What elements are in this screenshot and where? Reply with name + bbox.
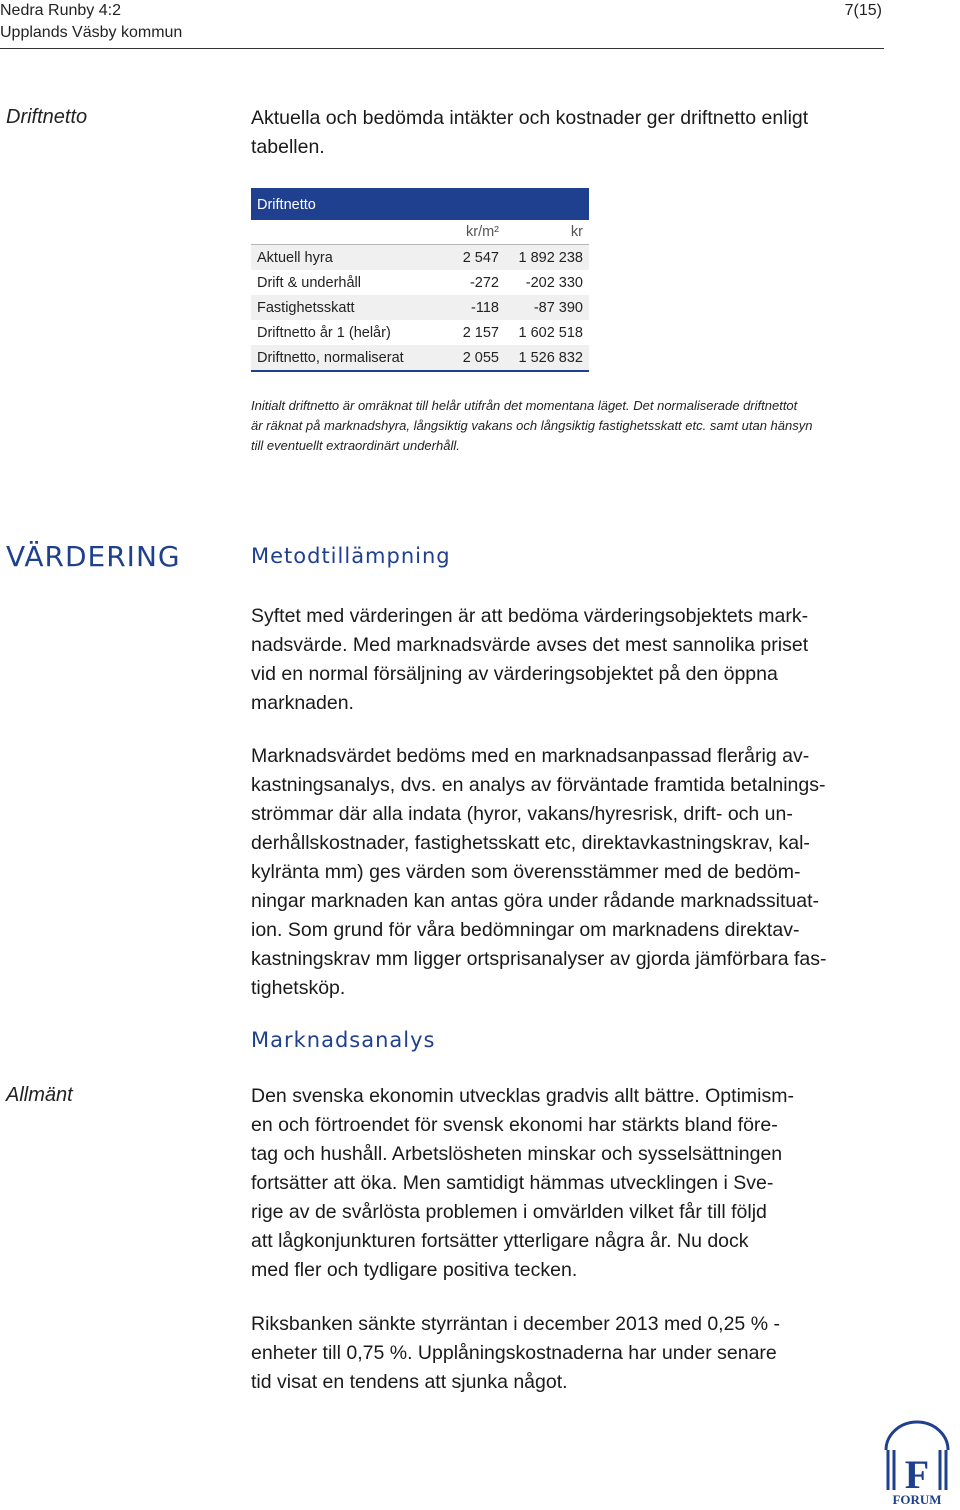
heading-metodtillampning: Metodtillämpning <box>251 544 451 568</box>
header-divider <box>0 48 884 49</box>
row-value-kr: 1 892 238 <box>505 245 589 271</box>
row-label: Driftnetto, normaliserat <box>251 345 437 371</box>
section-title-vardering: VÄRDERING <box>6 540 181 573</box>
text-line: kastningskrav mm ligger ortsprisanalyser av gjorda jämförbara fas- <box>251 948 827 970</box>
text-line: strömmar där alla indata (hyror, vakans/hyresrisk, drift- och un- <box>251 803 793 825</box>
table-row <box>251 320 589 345</box>
table-row <box>251 270 589 295</box>
side-label-allmant: Allmänt <box>6 1084 73 1106</box>
market-paragraph-1 <box>251 1082 881 1285</box>
page-number: 7(15) <box>844 2 882 19</box>
side-label-driftnetto: Driftnetto <box>6 106 88 128</box>
text-line: Syftet med värderingen är att bedöma värderingsobjektets mark- <box>251 605 809 627</box>
text-line: Den svenska ekonomin utvecklas gradvis allt bättre. Optimism- <box>251 1085 794 1107</box>
row-value-kr: 1 602 518 <box>518 324 583 341</box>
column-header-kr: kr <box>505 220 589 245</box>
text-line: vid en normal försäljning av värderingsobjektet på den öppna <box>251 663 778 685</box>
text-line: tid visat en tendens att sjunka något. <box>251 1371 568 1393</box>
text-line: marknaden. <box>251 692 354 714</box>
driftnetto-table <box>251 188 589 372</box>
text-line: Riksbanken sänkte styrräntan i december 2013 med 0,25 % - <box>251 1313 780 1335</box>
document-header <box>0 0 182 44</box>
table-header-row <box>251 220 589 245</box>
forum-logo <box>880 1420 954 1506</box>
table-title: Driftnetto <box>251 188 589 220</box>
table-row <box>251 295 589 320</box>
text-line: att lågkonjunkturen fortsätter ytterligare några år. Nu dock <box>251 1230 749 1252</box>
text-line: tabellen. <box>251 136 325 158</box>
text-line: nadsvärde. Med marknadsvärde avses det mest sannolika priset <box>251 634 809 656</box>
row-label: Driftnetto år 1 (helår) <box>257 324 391 341</box>
driftnetto-intro <box>251 104 881 162</box>
note-line: till eventuellt extraordinärt underhåll. <box>251 438 460 453</box>
row-label: Drift & underhåll <box>257 274 361 291</box>
row-value-kr-m2: 2 055 <box>437 345 505 371</box>
text-line: tighetsköp. <box>251 977 346 999</box>
text-line: ningar marknaden kan antas göra under rådande marknadssituat- <box>251 890 820 912</box>
heading-marknadsanalys: Marknadsanalys <box>251 1028 436 1052</box>
row-label: Aktuell hyra <box>251 245 437 271</box>
method-paragraph-2 <box>251 742 881 1003</box>
text-line: kastningsanalys, dvs. en analys av förväntade framtida betalnings- <box>251 774 826 796</box>
row-value-kr-m2: 2 157 <box>462 324 499 341</box>
table-row <box>251 345 589 371</box>
row-value-kr: -87 390 <box>505 295 589 320</box>
logo-letter: F <box>904 1452 930 1497</box>
text-line: fortsätter att öka. Men samtidigt hämmas utvecklingen i Sve- <box>251 1172 774 1194</box>
text-line: med fler och tydligare positiva tecken. <box>251 1259 578 1281</box>
text-line: Aktuella och bedömda intäkter och kostnader ger driftnetto enligt <box>251 107 809 129</box>
text-line: ion. Som grund för våra bedömningar om marknadens direktav- <box>251 919 800 941</box>
row-value-kr-m2: 2 547 <box>437 245 505 271</box>
column-header-kr-m2: kr/m² <box>437 220 505 245</box>
text-line: derhållskostnader, fastighetsskatt etc, direktavkastningskrav, kal- <box>251 832 810 854</box>
text-line: kylränta mm) ges värden som överensstämmer med de bedöm- <box>251 861 801 883</box>
note-line: Initialt driftnetto är omräknat till helår utifrån det momentana läget. Det normaliserade driftnettot <box>251 398 798 413</box>
property-name: Nedra Runby 4:2 <box>0 2 121 19</box>
row-value-kr-m2: -118 <box>437 295 505 320</box>
table-row <box>251 245 589 271</box>
table-title-row <box>251 188 589 220</box>
text-line: en och förtroendet för svensk ekonomi har stärkts bland före- <box>251 1114 778 1136</box>
text-line: rige av de svårlösta problemen i omvärlden vilket får till följd <box>251 1201 767 1223</box>
row-value-kr: 1 526 832 <box>505 345 589 371</box>
driftnetto-footnote <box>251 396 881 456</box>
method-paragraph-1 <box>251 602 881 718</box>
text-line: enheter till 0,75 %. Upplåningskostnaderna har under senare <box>251 1342 777 1364</box>
text-line: Marknadsvärdet bedöms med en marknadsanpassad flerårig av- <box>251 745 810 767</box>
logo-text: FORUM <box>892 1492 942 1506</box>
row-value-kr: -202 330 <box>525 274 583 291</box>
market-paragraph-2 <box>251 1310 881 1397</box>
text-line: tag och hushåll. Arbetslösheten minskar och sysselsättningen <box>251 1143 783 1165</box>
note-line: är räknat på marknadshyra, långsiktig vakans och långsiktig fastighetsskatt etc. samt utan hänsyn <box>251 418 813 433</box>
table-header-blank <box>251 220 437 245</box>
row-label: Fastighetsskatt <box>251 295 437 320</box>
municipality-name: Upplands Väsby kommun <box>0 24 183 41</box>
row-value-kr-m2: -272 <box>469 274 499 291</box>
